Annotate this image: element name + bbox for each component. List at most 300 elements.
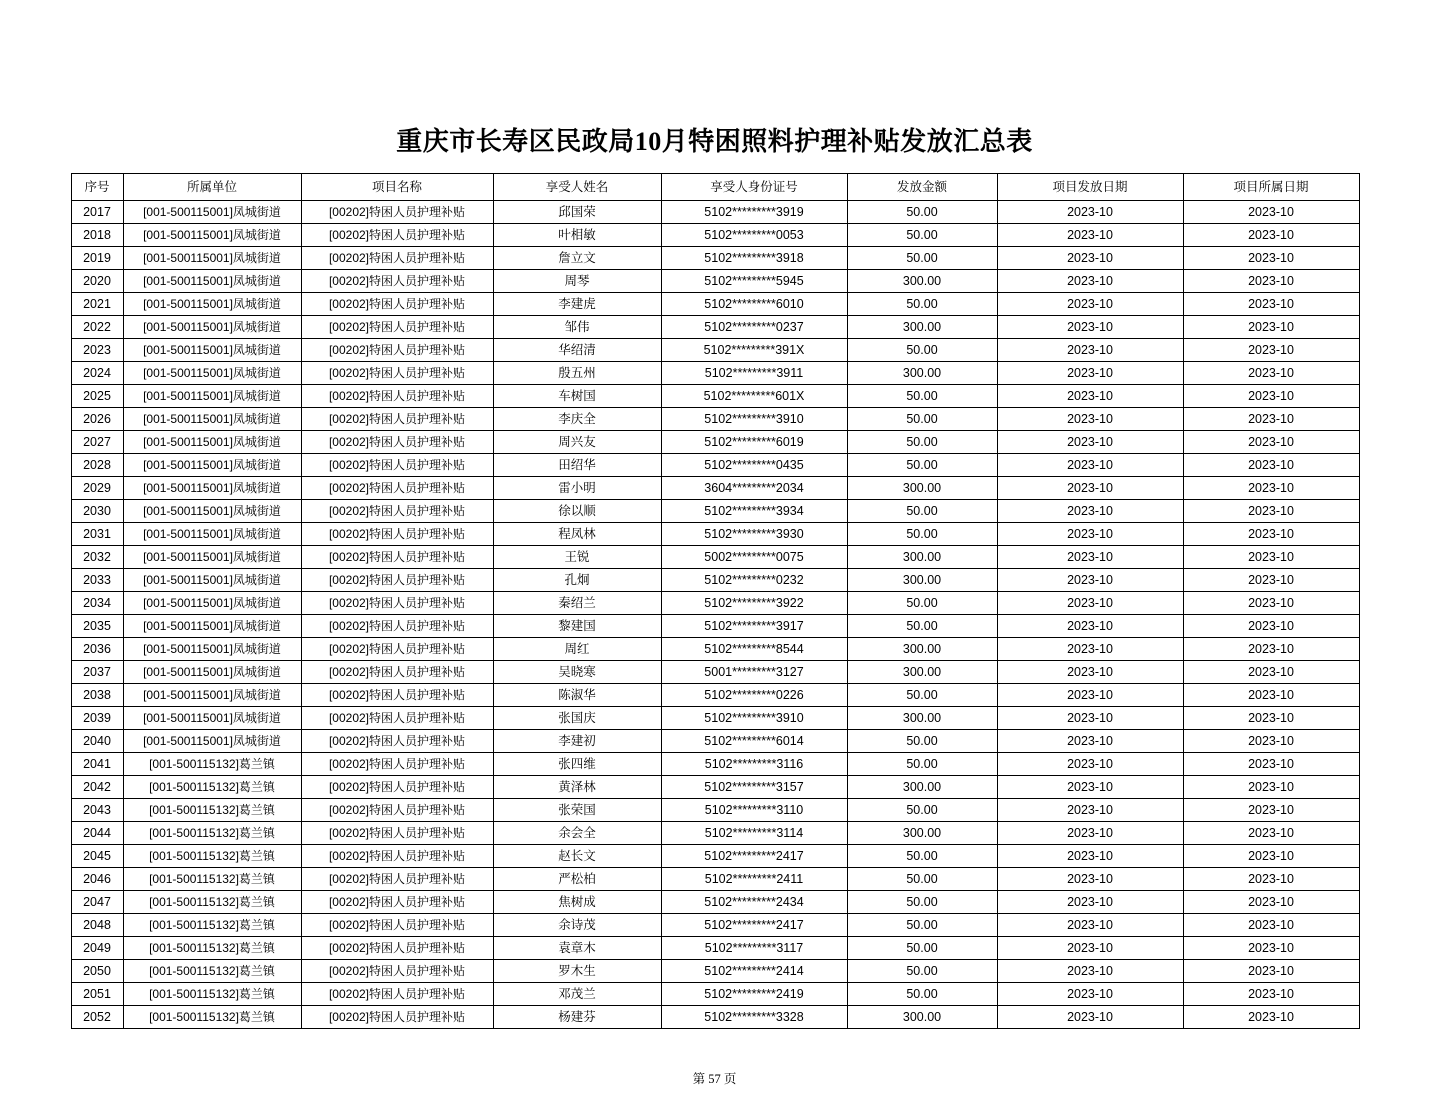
row-id: 5102*********6014 xyxy=(661,729,847,752)
row-project: [00202]特困人员护理补贴 xyxy=(301,338,493,361)
row-id: 5001*********3127 xyxy=(661,660,847,683)
row-issue-date: 2023-10 xyxy=(997,959,1183,982)
row-id: 5102*********0232 xyxy=(661,568,847,591)
row-issue-date: 2023-10 xyxy=(997,706,1183,729)
row-belong-date: 2023-10 xyxy=(1183,591,1359,614)
row-amount: 50.00 xyxy=(847,453,997,476)
table-row xyxy=(71,246,1359,269)
row-id: 5102*********3919 xyxy=(661,200,847,223)
row-project: [00202]特困人员护理补贴 xyxy=(301,292,493,315)
row-issue-date: 2023-10 xyxy=(997,729,1183,752)
row-unit: [001-500115001]凤城街道 xyxy=(123,430,301,453)
row-name: 雷小明 xyxy=(493,476,661,499)
row-unit: [001-500115001]凤城街道 xyxy=(123,568,301,591)
row-amount: 50.00 xyxy=(847,407,997,430)
row-project: [00202]特困人员护理补贴 xyxy=(301,269,493,292)
row-project: [00202]特困人员护理补贴 xyxy=(301,706,493,729)
row-belong-date: 2023-10 xyxy=(1183,453,1359,476)
row-belong-date: 2023-10 xyxy=(1183,545,1359,568)
row-project: [00202]特困人员护理补贴 xyxy=(301,844,493,867)
row-project: [00202]特困人员护理补贴 xyxy=(301,545,493,568)
row-unit: [001-500115001]凤城街道 xyxy=(123,729,301,752)
row-id: 5102*********601X xyxy=(661,384,847,407)
row-belong-date: 2023-10 xyxy=(1183,683,1359,706)
row-project: [00202]特困人员护理补贴 xyxy=(301,499,493,522)
row-amount: 300.00 xyxy=(847,568,997,591)
row-project: [00202]特困人员护理补贴 xyxy=(301,913,493,936)
row-name: 黄泽林 xyxy=(493,775,661,798)
row-project: [00202]特困人员护理补贴 xyxy=(301,476,493,499)
table-row xyxy=(71,568,1359,591)
row-amount: 300.00 xyxy=(847,1005,997,1028)
row-id: 5102*********3116 xyxy=(661,752,847,775)
row-belong-date: 2023-10 xyxy=(1183,246,1359,269)
row-project: [00202]特困人员护理补贴 xyxy=(301,637,493,660)
row-issue-date: 2023-10 xyxy=(997,568,1183,591)
row-index: 2027 xyxy=(71,430,123,453)
row-unit: [001-500115132]葛兰镇 xyxy=(123,913,301,936)
row-project: [00202]特困人员护理补贴 xyxy=(301,1005,493,1028)
row-unit: [001-500115001]凤城街道 xyxy=(123,476,301,499)
row-belong-date: 2023-10 xyxy=(1183,821,1359,844)
row-issue-date: 2023-10 xyxy=(997,821,1183,844)
table-row xyxy=(71,430,1359,453)
row-issue-date: 2023-10 xyxy=(997,591,1183,614)
row-name: 田绍华 xyxy=(493,453,661,476)
row-project: [00202]特困人员护理补贴 xyxy=(301,200,493,223)
row-project: [00202]特困人员护理补贴 xyxy=(301,614,493,637)
row-project: [00202]特困人员护理补贴 xyxy=(301,453,493,476)
table-row xyxy=(71,1005,1359,1028)
row-unit: [001-500115132]葛兰镇 xyxy=(123,821,301,844)
row-unit: [001-500115001]凤城街道 xyxy=(123,660,301,683)
row-belong-date: 2023-10 xyxy=(1183,430,1359,453)
row-id: 5102*********0226 xyxy=(661,683,847,706)
table-row xyxy=(71,522,1359,545)
row-unit: [001-500115001]凤城街道 xyxy=(123,200,301,223)
row-issue-date: 2023-10 xyxy=(997,246,1183,269)
row-amount: 300.00 xyxy=(847,361,997,384)
row-amount: 50.00 xyxy=(847,499,997,522)
column-header-id: 享受人身份证号 xyxy=(661,173,847,200)
row-belong-date: 2023-10 xyxy=(1183,522,1359,545)
row-unit: [001-500115132]葛兰镇 xyxy=(123,775,301,798)
row-name: 黎建国 xyxy=(493,614,661,637)
row-unit: [001-500115001]凤城街道 xyxy=(123,223,301,246)
row-project: [00202]特困人员护理补贴 xyxy=(301,568,493,591)
row-id: 5102*********6019 xyxy=(661,430,847,453)
row-name: 邹伟 xyxy=(493,315,661,338)
table-row xyxy=(71,867,1359,890)
row-project: [00202]特困人员护理补贴 xyxy=(301,660,493,683)
table-row xyxy=(71,637,1359,660)
table-row xyxy=(71,660,1359,683)
row-amount: 50.00 xyxy=(847,200,997,223)
row-id: 5102*********3328 xyxy=(661,1005,847,1028)
table-row xyxy=(71,614,1359,637)
row-id: 5102*********0237 xyxy=(661,315,847,338)
row-name: 张荣国 xyxy=(493,798,661,821)
row-unit: [001-500115001]凤城街道 xyxy=(123,407,301,430)
row-index: 2049 xyxy=(71,936,123,959)
row-unit: [001-500115001]凤城街道 xyxy=(123,683,301,706)
row-name: 周红 xyxy=(493,637,661,660)
row-name: 周兴友 xyxy=(493,430,661,453)
row-project: [00202]特困人员护理补贴 xyxy=(301,384,493,407)
row-name: 殷五州 xyxy=(493,361,661,384)
row-index: 2047 xyxy=(71,890,123,913)
row-id: 5102*********3910 xyxy=(661,407,847,430)
row-amount: 50.00 xyxy=(847,798,997,821)
row-unit: [001-500115132]葛兰镇 xyxy=(123,936,301,959)
row-belong-date: 2023-10 xyxy=(1183,890,1359,913)
row-amount: 300.00 xyxy=(847,545,997,568)
table-row xyxy=(71,384,1359,407)
row-amount: 50.00 xyxy=(847,614,997,637)
row-amount: 50.00 xyxy=(847,384,997,407)
row-index: 2024 xyxy=(71,361,123,384)
row-id: 5102*********0053 xyxy=(661,223,847,246)
table-row xyxy=(71,545,1359,568)
row-amount: 50.00 xyxy=(847,246,997,269)
row-unit: [001-500115001]凤城街道 xyxy=(123,453,301,476)
row-issue-date: 2023-10 xyxy=(997,614,1183,637)
row-issue-date: 2023-10 xyxy=(997,384,1183,407)
row-unit: [001-500115001]凤城街道 xyxy=(123,614,301,637)
subsidy-report-table xyxy=(71,173,1360,1029)
row-issue-date: 2023-10 xyxy=(997,223,1183,246)
row-index: 2036 xyxy=(71,637,123,660)
row-project: [00202]特困人员护理补贴 xyxy=(301,752,493,775)
row-amount: 300.00 xyxy=(847,476,997,499)
table-row xyxy=(71,200,1359,223)
table-row xyxy=(71,890,1359,913)
row-unit: [001-500115132]葛兰镇 xyxy=(123,890,301,913)
row-unit: [001-500115132]葛兰镇 xyxy=(123,959,301,982)
table-row xyxy=(71,407,1359,430)
row-unit: [001-500115001]凤城街道 xyxy=(123,315,301,338)
row-belong-date: 2023-10 xyxy=(1183,844,1359,867)
row-project: [00202]特困人员护理补贴 xyxy=(301,775,493,798)
row-amount: 50.00 xyxy=(847,430,997,453)
row-index: 2025 xyxy=(71,384,123,407)
row-name: 王锐 xyxy=(493,545,661,568)
row-issue-date: 2023-10 xyxy=(997,890,1183,913)
row-id: 5102*********391X xyxy=(661,338,847,361)
row-belong-date: 2023-10 xyxy=(1183,913,1359,936)
row-index: 2034 xyxy=(71,591,123,614)
row-index: 2019 xyxy=(71,246,123,269)
row-issue-date: 2023-10 xyxy=(997,315,1183,338)
row-amount: 300.00 xyxy=(847,637,997,660)
row-project: [00202]特困人员护理补贴 xyxy=(301,246,493,269)
table-row xyxy=(71,361,1359,384)
row-index: 2032 xyxy=(71,545,123,568)
row-belong-date: 2023-10 xyxy=(1183,292,1359,315)
row-issue-date: 2023-10 xyxy=(997,292,1183,315)
row-index: 2052 xyxy=(71,1005,123,1028)
page-title: 重庆市长寿区民政局10月特困照料护理补贴发放汇总表 xyxy=(396,127,1033,156)
row-issue-date: 2023-10 xyxy=(997,269,1183,292)
table-row xyxy=(71,936,1359,959)
row-index: 2037 xyxy=(71,660,123,683)
row-unit: [001-500115001]凤城街道 xyxy=(123,269,301,292)
row-index: 2035 xyxy=(71,614,123,637)
row-name: 余会全 xyxy=(493,821,661,844)
row-belong-date: 2023-10 xyxy=(1183,499,1359,522)
row-name: 张国庆 xyxy=(493,706,661,729)
row-issue-date: 2023-10 xyxy=(997,683,1183,706)
row-name: 余诗茂 xyxy=(493,913,661,936)
row-unit: [001-500115132]葛兰镇 xyxy=(123,798,301,821)
table-row xyxy=(71,775,1359,798)
row-name: 华绍清 xyxy=(493,338,661,361)
column-header-name: 享受人姓名 xyxy=(493,173,661,200)
row-index: 2020 xyxy=(71,269,123,292)
row-index: 2038 xyxy=(71,683,123,706)
row-id: 5102*********3911 xyxy=(661,361,847,384)
row-name: 邓茂兰 xyxy=(493,982,661,1005)
row-id: 5102*********3157 xyxy=(661,775,847,798)
row-belong-date: 2023-10 xyxy=(1183,798,1359,821)
table-row xyxy=(71,729,1359,752)
table-row xyxy=(71,476,1359,499)
row-name: 吴晓寒 xyxy=(493,660,661,683)
table-row xyxy=(71,821,1359,844)
row-project: [00202]特困人员护理补贴 xyxy=(301,982,493,1005)
row-id: 5102*********3110 xyxy=(661,798,847,821)
row-unit: [001-500115001]凤城街道 xyxy=(123,706,301,729)
row-name: 孔炯 xyxy=(493,568,661,591)
table-row xyxy=(71,338,1359,361)
row-issue-date: 2023-10 xyxy=(997,338,1183,361)
table-body xyxy=(71,200,1359,1028)
row-amount: 300.00 xyxy=(847,660,997,683)
row-index: 2042 xyxy=(71,775,123,798)
row-id: 5102*********3117 xyxy=(661,936,847,959)
row-amount: 50.00 xyxy=(847,844,997,867)
table-header xyxy=(71,173,1359,200)
row-amount: 50.00 xyxy=(847,522,997,545)
row-project: [00202]特困人员护理补贴 xyxy=(301,315,493,338)
row-index: 2043 xyxy=(71,798,123,821)
row-belong-date: 2023-10 xyxy=(1183,936,1359,959)
row-index: 2018 xyxy=(71,223,123,246)
row-issue-date: 2023-10 xyxy=(997,867,1183,890)
table-row xyxy=(71,752,1359,775)
row-amount: 50.00 xyxy=(847,729,997,752)
row-project: [00202]特困人员护理补贴 xyxy=(301,729,493,752)
table-header-row xyxy=(71,173,1359,200)
row-issue-date: 2023-10 xyxy=(997,453,1183,476)
row-project: [00202]特困人员护理补贴 xyxy=(301,959,493,982)
row-issue-date: 2023-10 xyxy=(997,936,1183,959)
row-index: 2033 xyxy=(71,568,123,591)
row-unit: [001-500115001]凤城街道 xyxy=(123,637,301,660)
row-amount: 50.00 xyxy=(847,913,997,936)
row-amount: 300.00 xyxy=(847,269,997,292)
row-unit: [001-500115001]凤城街道 xyxy=(123,499,301,522)
row-unit: [001-500115132]葛兰镇 xyxy=(123,752,301,775)
row-name: 罗木生 xyxy=(493,959,661,982)
row-project: [00202]特困人员护理补贴 xyxy=(301,936,493,959)
row-name: 车树国 xyxy=(493,384,661,407)
column-header-issue-date: 项目发放日期 xyxy=(997,173,1183,200)
row-issue-date: 2023-10 xyxy=(997,775,1183,798)
row-index: 2017 xyxy=(71,200,123,223)
row-name: 詹立文 xyxy=(493,246,661,269)
row-id: 5102*********3910 xyxy=(661,706,847,729)
row-amount: 50.00 xyxy=(847,683,997,706)
row-name: 袁章木 xyxy=(493,936,661,959)
table-row xyxy=(71,982,1359,1005)
row-project: [00202]特困人员护理补贴 xyxy=(301,223,493,246)
row-issue-date: 2023-10 xyxy=(997,476,1183,499)
row-project: [00202]特困人员护理补贴 xyxy=(301,522,493,545)
row-unit: [001-500115132]葛兰镇 xyxy=(123,867,301,890)
row-belong-date: 2023-10 xyxy=(1183,752,1359,775)
table-row xyxy=(71,913,1359,936)
row-index: 2026 xyxy=(71,407,123,430)
table-row xyxy=(71,223,1359,246)
row-amount: 50.00 xyxy=(847,292,997,315)
row-id: 5102*********0435 xyxy=(661,453,847,476)
row-belong-date: 2023-10 xyxy=(1183,384,1359,407)
row-id: 5102*********3918 xyxy=(661,246,847,269)
table-row xyxy=(71,798,1359,821)
row-id: 5102*********2419 xyxy=(661,982,847,1005)
row-issue-date: 2023-10 xyxy=(997,200,1183,223)
row-id: 5102*********6010 xyxy=(661,292,847,315)
row-issue-date: 2023-10 xyxy=(997,798,1183,821)
row-id: 5102*********2411 xyxy=(661,867,847,890)
row-amount: 300.00 xyxy=(847,706,997,729)
row-unit: [001-500115001]凤城街道 xyxy=(123,246,301,269)
row-project: [00202]特困人员护理补贴 xyxy=(301,430,493,453)
row-id: 5102*********2414 xyxy=(661,959,847,982)
row-belong-date: 2023-10 xyxy=(1183,982,1359,1005)
row-amount: 300.00 xyxy=(847,315,997,338)
row-id: 5002*********0075 xyxy=(661,545,847,568)
row-name: 徐以顺 xyxy=(493,499,661,522)
table-row xyxy=(71,706,1359,729)
row-id: 5102*********2434 xyxy=(661,890,847,913)
page-footer: 第 57 页 xyxy=(692,1072,737,1086)
row-id: 3604*********2034 xyxy=(661,476,847,499)
row-belong-date: 2023-10 xyxy=(1183,1005,1359,1028)
row-unit: [001-500115001]凤城街道 xyxy=(123,384,301,407)
row-index: 2041 xyxy=(71,752,123,775)
row-issue-date: 2023-10 xyxy=(997,913,1183,936)
row-name: 赵长文 xyxy=(493,844,661,867)
row-unit: [001-500115132]葛兰镇 xyxy=(123,844,301,867)
table-row xyxy=(71,591,1359,614)
row-issue-date: 2023-10 xyxy=(997,637,1183,660)
row-project: [00202]特困人员护理补贴 xyxy=(301,821,493,844)
row-unit: [001-500115001]凤城街道 xyxy=(123,361,301,384)
row-belong-date: 2023-10 xyxy=(1183,660,1359,683)
report-table-container xyxy=(71,173,1359,1029)
table-row xyxy=(71,844,1359,867)
row-name: 李建初 xyxy=(493,729,661,752)
column-header-project: 项目名称 xyxy=(301,173,493,200)
row-belong-date: 2023-10 xyxy=(1183,775,1359,798)
row-name: 张四维 xyxy=(493,752,661,775)
row-project: [00202]特困人员护理补贴 xyxy=(301,798,493,821)
row-name: 秦绍兰 xyxy=(493,591,661,614)
row-index: 2046 xyxy=(71,867,123,890)
row-index: 2023 xyxy=(71,338,123,361)
row-belong-date: 2023-10 xyxy=(1183,729,1359,752)
row-index: 2022 xyxy=(71,315,123,338)
row-issue-date: 2023-10 xyxy=(997,844,1183,867)
row-index: 2021 xyxy=(71,292,123,315)
row-index: 2044 xyxy=(71,821,123,844)
table-row xyxy=(71,683,1359,706)
row-amount: 50.00 xyxy=(847,890,997,913)
column-header-index: 序号 xyxy=(71,173,123,200)
row-index: 2050 xyxy=(71,959,123,982)
row-amount: 50.00 xyxy=(847,982,997,1005)
row-id: 5102*********2417 xyxy=(661,913,847,936)
row-issue-date: 2023-10 xyxy=(997,499,1183,522)
row-id: 5102*********3934 xyxy=(661,499,847,522)
row-amount: 50.00 xyxy=(847,959,997,982)
row-unit: [001-500115001]凤城街道 xyxy=(123,338,301,361)
row-belong-date: 2023-10 xyxy=(1183,959,1359,982)
table-row xyxy=(71,269,1359,292)
row-id: 5102*********8544 xyxy=(661,637,847,660)
row-issue-date: 2023-10 xyxy=(997,545,1183,568)
column-header-unit: 所属单位 xyxy=(123,173,301,200)
row-project: [00202]特困人员护理补贴 xyxy=(301,407,493,430)
row-name: 程凤林 xyxy=(493,522,661,545)
column-header-amount: 发放金额 xyxy=(847,173,997,200)
row-unit: [001-500115001]凤城街道 xyxy=(123,292,301,315)
table-row xyxy=(71,292,1359,315)
row-name: 杨建芬 xyxy=(493,1005,661,1028)
row-issue-date: 2023-10 xyxy=(997,1005,1183,1028)
row-id: 5102*********5945 xyxy=(661,269,847,292)
row-belong-date: 2023-10 xyxy=(1183,614,1359,637)
row-index: 2030 xyxy=(71,499,123,522)
row-project: [00202]特困人员护理补贴 xyxy=(301,683,493,706)
row-unit: [001-500115001]凤城街道 xyxy=(123,591,301,614)
row-unit: [001-500115132]葛兰镇 xyxy=(123,1005,301,1028)
row-name: 周琴 xyxy=(493,269,661,292)
row-issue-date: 2023-10 xyxy=(997,522,1183,545)
row-belong-date: 2023-10 xyxy=(1183,315,1359,338)
table-row xyxy=(71,959,1359,982)
row-amount: 50.00 xyxy=(847,867,997,890)
row-project: [00202]特困人员护理补贴 xyxy=(301,867,493,890)
table-row xyxy=(71,453,1359,476)
table-row xyxy=(71,499,1359,522)
row-id: 5102*********3922 xyxy=(661,591,847,614)
row-unit: [001-500115001]凤城街道 xyxy=(123,545,301,568)
row-name: 陈淑华 xyxy=(493,683,661,706)
row-index: 2039 xyxy=(71,706,123,729)
row-name: 严松柏 xyxy=(493,867,661,890)
row-id: 5102*********3114 xyxy=(661,821,847,844)
row-belong-date: 2023-10 xyxy=(1183,867,1359,890)
row-name: 李庆全 xyxy=(493,407,661,430)
column-header-belong-date: 项目所属日期 xyxy=(1183,173,1359,200)
row-belong-date: 2023-10 xyxy=(1183,338,1359,361)
row-amount: 50.00 xyxy=(847,752,997,775)
row-name: 李建虎 xyxy=(493,292,661,315)
table-row xyxy=(71,315,1359,338)
